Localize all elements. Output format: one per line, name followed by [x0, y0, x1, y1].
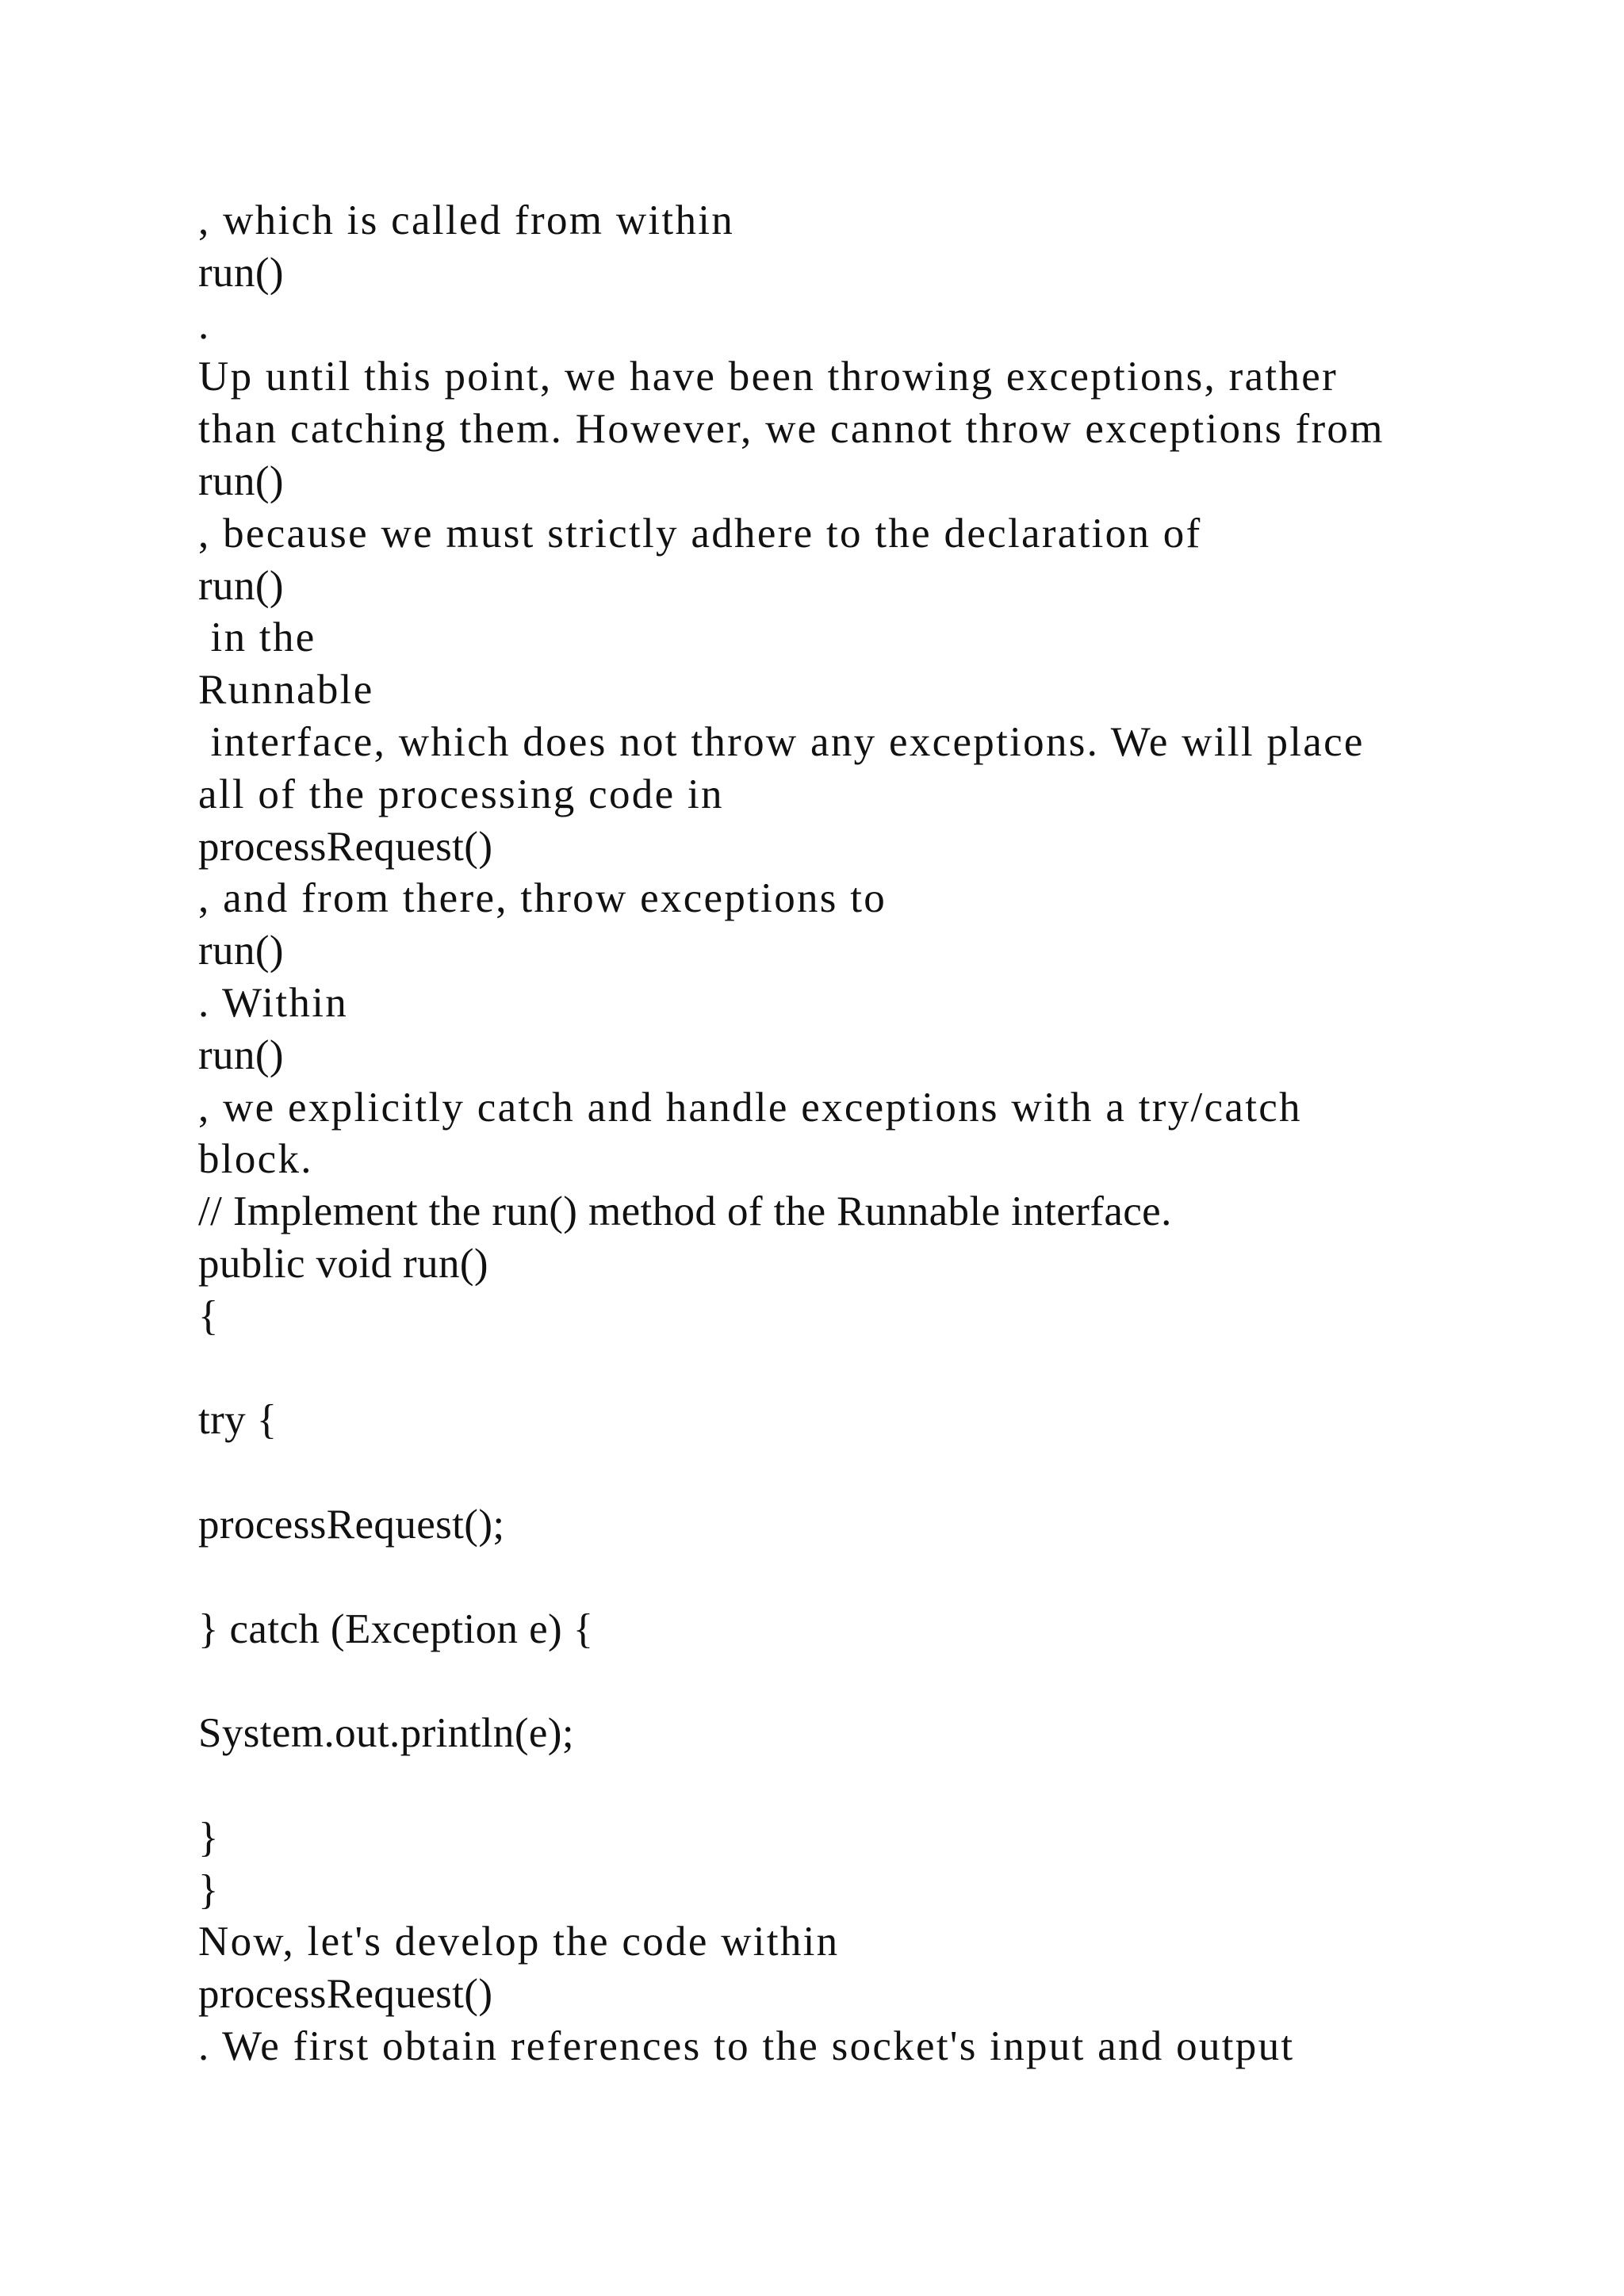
text-line: Now, let's develop the code within [198, 1919, 840, 1965]
text-line: , and from there, throw exceptions to [198, 875, 887, 922]
blank-line [198, 1343, 1546, 1395]
text-line: interface, which does not throw any exceptions. We will place [198, 718, 1365, 765]
text-line: , we explicitly catch and handle exceptions with a try/catch [198, 1084, 1302, 1131]
text-line: . [198, 301, 211, 348]
code-line: run() [198, 1031, 284, 1078]
text-line: than catching them. However, we cannot throw exceptions from [198, 406, 1385, 453]
code-line: processRequest() [198, 823, 493, 870]
code-line: run() [198, 928, 284, 974]
text-line: block. [198, 1136, 313, 1183]
text-line: . Within [198, 979, 349, 1026]
code-line: processRequest() [198, 1971, 493, 2018]
blank-line [198, 1552, 1546, 1604]
text-line: , because we must strictly adhere to the declaration of [198, 510, 1202, 557]
document-text [198, 195, 1546, 2073]
code-line: // Implement the run() method of the Runnable interface. [198, 1188, 1172, 1235]
code-line: public void run() [198, 1240, 488, 1287]
code-line: processRequest(); [198, 1501, 505, 1548]
text-line: , which is called from within [198, 197, 735, 243]
text-line: all of the processing code in [198, 771, 724, 817]
code-line: run() [198, 562, 284, 609]
code-line: run() [198, 457, 284, 504]
code-line: } catch (Exception e) { [198, 1605, 594, 1652]
code-line: { [198, 1292, 219, 1339]
text-line: . We first obtain references to the socket's input and output [198, 2022, 1295, 2069]
code-line: try { [198, 1397, 278, 1444]
code-line: } [198, 1866, 219, 1913]
text-line: Up until this point, we have been throwing exceptions, rather [198, 354, 1339, 400]
text-line: in the [198, 614, 316, 661]
blank-line [198, 1655, 1546, 1708]
blank-line [198, 1760, 1546, 1812]
code-line: System.out.println(e); [198, 1710, 574, 1757]
code-line: run() [198, 249, 284, 296]
text-line: Runnable [198, 667, 374, 714]
blank-line [198, 1447, 1546, 1499]
code-line: } [198, 1814, 219, 1861]
